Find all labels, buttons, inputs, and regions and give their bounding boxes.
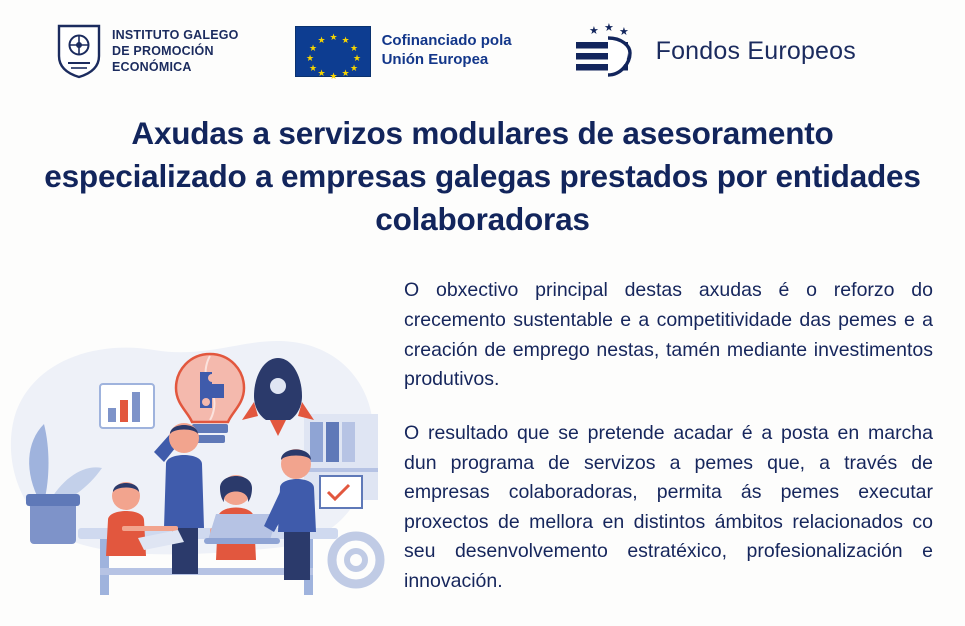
igape-logo [56,23,239,79]
igape-line-2: DE PROMOCIÓN [112,44,214,58]
svg-text:★: ★ [618,25,629,38]
team-collaboration-illustration [4,292,396,612]
fondos-europeos-text: Fondos Europeos [655,36,856,65]
svg-text:★: ★ [588,24,599,37]
page-title: Axudas a servizos modulares de asesoramento especializado a empresas galegas prestados por entidades colaboradoras [44,115,921,237]
igape-logo-text [112,27,239,75]
paragraph-1: O obxectivo principal destas axudas é o reforzo do crecemento sustentable e a competitividade das pemes e a creación de emprego nestas, tamén mediante investimentos produtivos. [404,279,933,391]
content-row [0,262,965,612]
svg-text:★: ★ [603,22,614,34]
eu-line-1: Cofinanciado pola [381,32,512,50]
igape-line-1: INSTITUTO GALEGO [112,28,239,42]
eu-flag-icon: ★ ★ ★ ★ ★ ★ ★ ★ ★ ★ ★ ★ [295,26,371,77]
fondos-europeos-icon [568,22,644,80]
body-text-column [396,262,943,612]
igape-line-3: ECONÓMICA [112,60,192,74]
fondos-europeos-logo [568,22,856,80]
paragraph-2: O resultado que se pretende acadar é a posta en marcha dun programa de servizos a pemes que, a través de empresas colaboradoras, permita ás pemes executar proxectos de mellora en distintos ámbitos relacionados co seu desenvolvemento estratéxico, profesionalización e innovación. [404,421,933,593]
eu-logo-text [382,32,512,70]
european-union-logo [295,26,512,81]
xunta-shield-icon [56,23,102,79]
logo-bar [0,0,965,94]
eu-line-2: Unión Europea [381,51,489,68]
